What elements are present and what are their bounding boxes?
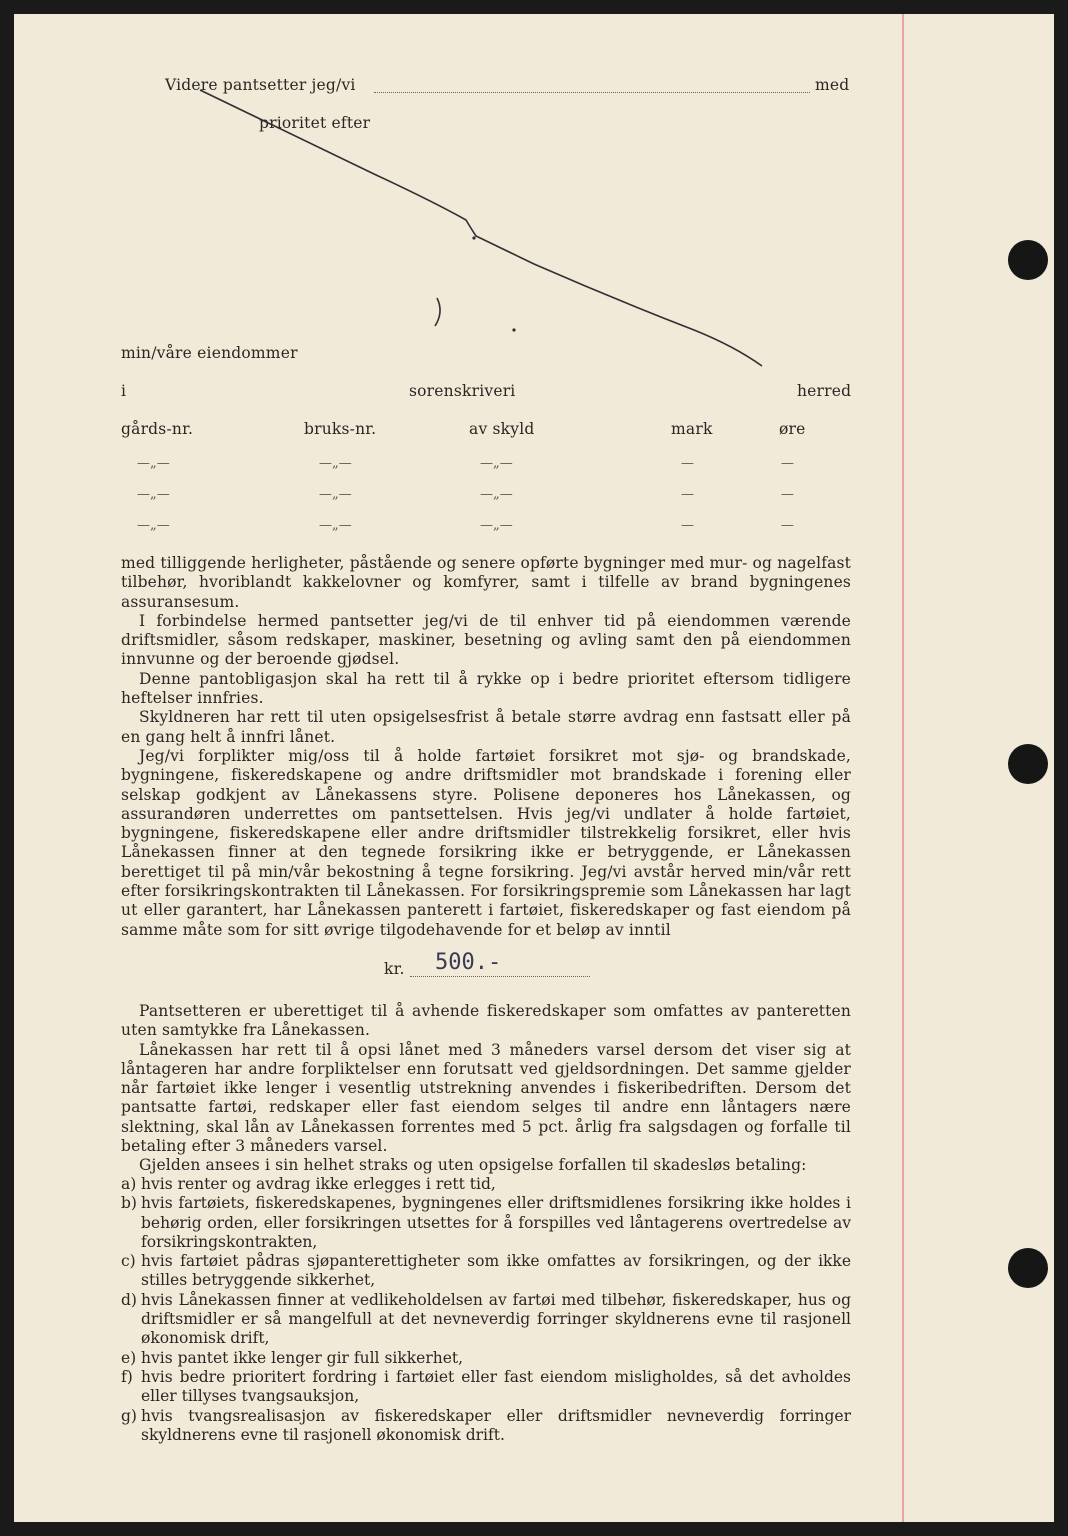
ditto-cell: —„— — [480, 518, 513, 533]
ditto-cell: —„— — [319, 518, 352, 533]
ditto-cell: —„— — [480, 487, 513, 502]
ditto-cell: — — [781, 518, 794, 533]
location-i-label: i — [121, 382, 127, 400]
paragraph: Lånekassen har rett til å opsi lånet med 3 måneders varsel dersom det viser sig at låntageren har andre forpliktelser enn forutsatt ved gjeldsordningen. Det samme gjelder når fartøiet ikke lenger i vesentlig utstrekning anvendes i fiskeribedriften. Dersom det pantsatte fartøi, redskaper eller fast eiendom selges til andre enn låntagers nære slektning, skal lån av Lånekassen forrentes med 5 pct. årlig fra salgsdagen og forfalle til betaling efter 3 måneders varsel. — [121, 1040, 851, 1156]
list-item: e) hvis pantet ikke lenger gir full sikkerhet, — [121, 1348, 464, 1367]
ditto-cell: —„— — [137, 518, 170, 533]
herred-label: herred — [797, 382, 852, 400]
med-label: med — [815, 76, 850, 94]
list-item: d) hvis Lånekassen finner at vedlikeholdelsen av fartøi med tilbehør, fiskeredskaper, hus og driftsmidler er så mangelfull at det nevneverdig forringer skyldnerens evne til rasjonell økonomisk drift, — [121, 1290, 851, 1348]
paragraph: Gjelden ansees i sin helhet straks og uten opsigelse forfallen til skadesløs betaling: — [139, 1156, 807, 1175]
ditto-cell: — — [781, 456, 794, 471]
ditto-cell: —„— — [137, 487, 170, 502]
punch-hole — [1008, 744, 1048, 784]
paragraph: Pantsetteren er uberettiget til å avhende fiskeredskaper som omfattes av panteretten uten samtykke fra Lånekassen. — [121, 1002, 851, 1040]
table-header-ore: øre — [779, 420, 806, 438]
ditto-cell: —„— — [319, 456, 352, 471]
priority-label: prioritet efter — [259, 114, 371, 132]
paragraph: Denne pantobligasjon skal ha rett til å rykke op i bedre prioritet eftersom tidligere heftelser innfries. — [121, 669, 851, 708]
table-header-gards: gårds-nr. — [121, 420, 194, 438]
table-header-mark: mark — [671, 420, 713, 438]
list-item: f) hvis bedre prioritert fordring i fartøiet eller fast eiendom misligholdes, så det avholdes eller tillyses tvangsauksjon, — [121, 1367, 851, 1406]
pledge-label: Videre pantsetter jeg/vi — [165, 76, 356, 94]
paragraph: med tilliggende herligheter, påstående og senere opførte bygninger med mur- og nagelfast tilbehør, hvoriblandt kakkelovner og komfyrer, samt i tilfelle av brand bygningenes assuransesum. — [121, 554, 851, 611]
ditto-cell: — — [681, 518, 694, 533]
ditto-cell: — — [681, 456, 694, 471]
property-label: min/våre eiendommer — [121, 344, 298, 362]
amount-label: kr. — [384, 960, 405, 978]
sorenskriveri-label: sorenskriveri — [409, 382, 516, 400]
ditto-cell: —„— — [137, 456, 170, 471]
paragraph: Skyldneren har rett til uten opsigelsesfrist å betale større avdrag enn fastsatt eller på en gang helt å innfri lånet. — [121, 708, 851, 746]
ditto-cell: — — [781, 487, 794, 502]
document-page — [14, 14, 1054, 1522]
punch-hole — [1008, 1248, 1048, 1288]
paragraph: I forbindelse hermed pantsetter jeg/vi de til enhver tid på eiendommen værende driftsmidler, såsom redskaper, maskiner, besetning og avling samt den på eiendommen innvunne og der beroende gjødsel. — [121, 611, 851, 669]
terms-block-2 — [121, 1002, 851, 1176]
list-item: c) hvis fartøiet pådras sjøpanterettigheter som ikke omfattes av forsikringen, og der ikke stilles betryggende sikkerhet, — [121, 1252, 851, 1290]
default-conditions-list — [121, 1175, 851, 1445]
list-item: g) hvis tvangsrealisasjon av fiskeredskaper eller driftsmidler nevneverdig forringer skyldnerens evne til rasjonell økonomisk drift. — [121, 1406, 851, 1444]
ditto-cell: —„— — [480, 456, 513, 471]
list-item: a) hvis renter og avdrag ikke erlegges i rett tid, — [121, 1175, 496, 1193]
ditto-cell: — — [681, 487, 694, 502]
amount-value: 500.- — [435, 950, 502, 975]
table-header-skyld: av skyld — [469, 420, 535, 438]
ditto-cell: —„— — [319, 487, 352, 502]
terms-block-1 — [121, 554, 851, 940]
amount-blank — [410, 976, 590, 977]
list-item: b) hvis fartøiets, fiskeredskapenes, bygningenes eller driftsmidlenes forsikring ikke holdes i behørig orden, eller forsikringen utsettes for å forspilles ved låntagerens overtredelse av forsikringskontrakten, — [121, 1194, 851, 1251]
table-header-bruks: bruks-nr. — [304, 420, 377, 438]
paragraph: Jeg/vi forplikter mig/oss til å holde fartøiet forsikret mot sjø- og brandskade, bygningene, fiskeredskapene og andre driftsmidler mot brandskade i forening eller selskap godkjent av Lånekassens styre. Polisene deponeres hos Lånekassen, og assurandøren underrettes om pantsettelsen. Hvis jeg/vi undlater å holde fartøiet, bygningene, fiskeredskapene eller andre driftsmidler tilstrekkelig forsikret, eller hvis Lånekassen finner at den tegnede forsikring ikke er betryggende, er Lånekassen berettiget til på min/vår bekostning å tegne forsikring. Jeg/vi avstår herved min/vår rett efter forsikringskontrakten til Lånekassen. For forsikringspremie som Lånekassen har lagt ut eller garantert, har Lånekassen panterett i fartøiet, fiskeredskaper og fast eiendom på samme måte som for sitt øvrige tilgodehavende for et beløp av inntil — [121, 746, 851, 939]
